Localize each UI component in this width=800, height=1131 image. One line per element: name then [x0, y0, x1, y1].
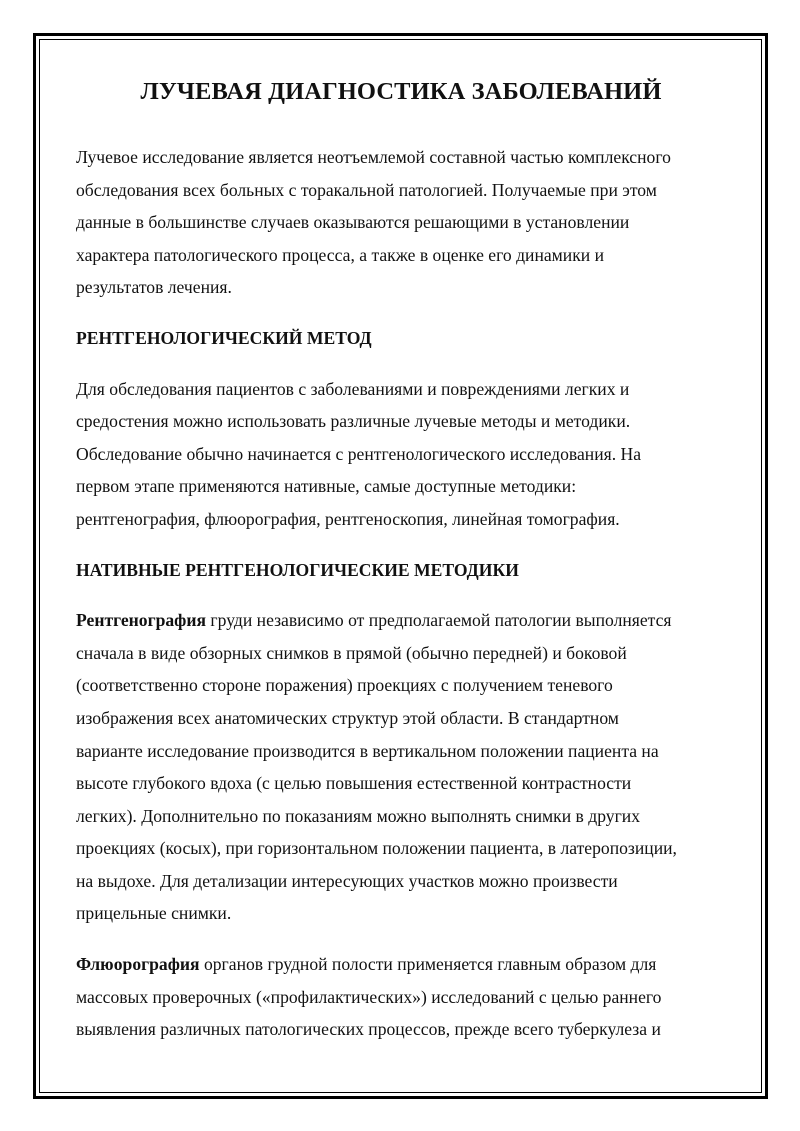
- text-line: Для обследования пациентов с заболеваниями и повреждениями легких и: [76, 378, 630, 399]
- text-line: результатов лечения.: [76, 277, 232, 298]
- term-fluorography: Флюорография: [76, 954, 200, 975]
- text-line: Лучевое исследование является неотъемлемой составной частью комплексного: [76, 147, 671, 167]
- text-line: высоте глубокого вдоха (с целью повышения естественной контрастности: [76, 773, 632, 794]
- text-line: [76, 604, 726, 637]
- intro-paragraph: [76, 141, 726, 304]
- text-line: массовых проверочных («профилактических») исследований с целью раннего: [76, 986, 662, 1007]
- text-fragment: органов грудной полости применяется главным образом для: [199, 954, 657, 975]
- text-line: проекциях (косых), при горизонтальном положении пациента, в латеропозиции,: [76, 838, 677, 859]
- text-line: легких). Дополнительно по показаниям можно выполнять снимки в других: [76, 805, 640, 826]
- text-line: рентгенография, флюорография, рентгеноскопия, линейная томография.: [76, 508, 620, 529]
- text-line: прицельные снимки.: [76, 903, 232, 924]
- section-heading-xray-method: РЕНТГЕНОЛОГИЧЕСКИЙ МЕТОД: [76, 327, 372, 348]
- text-fragment: груди независимо от предполагаемой патологии выполняется: [206, 610, 672, 631]
- radiography-paragraph: [76, 604, 726, 930]
- text-line: обследования всех больных с торакальной патологией. Получаемые при этом: [76, 179, 657, 200]
- document-body: [76, 72, 726, 1046]
- document-title: ЛУЧЕВАЯ ДИАГНОСТИКА ЗАБОЛЕВАНИЙ: [140, 78, 662, 105]
- text-line: первом этапе применяются нативные, самые доступные методики:: [76, 476, 577, 497]
- text-line: выявления различных патологических процессов, прежде всего туберкулеза и: [76, 1019, 661, 1040]
- text-line: сначала в виде обзорных снимков в прямой (обычно передней) и боковой: [76, 642, 627, 663]
- fluorography-paragraph: [76, 948, 726, 1046]
- text-line: характера патологического процесса, а также в оценке его динамики и: [76, 244, 604, 265]
- text-line: (соответственно стороне поражения) проекциях с получением теневого: [76, 675, 613, 696]
- text-line: изображения всех анатомических структур этой области. В стандартном: [76, 707, 619, 728]
- section-heading-native-methods: НАТИВНЫЕ РЕНТГЕНОЛОГИЧЕСКИЕ МЕТОДИКИ: [76, 559, 519, 580]
- term-radiography: Рентгенография: [76, 610, 207, 631]
- text-line: данные в большинстве случаев оказываются решающими в установлении: [76, 212, 630, 233]
- xray-method-paragraph: [76, 373, 726, 536]
- text-line: варианте исследование производится в вертикальном положении пациента на: [76, 740, 659, 761]
- text-line: на выдохе. Для детализации интересующих участков можно произвести: [76, 870, 618, 891]
- text-line: средостения можно использовать различные лучевые методы и методики.: [76, 411, 631, 432]
- text-line: [76, 948, 726, 981]
- text-line: Обследование обычно начинается с рентгенологического исследования. На: [76, 443, 642, 464]
